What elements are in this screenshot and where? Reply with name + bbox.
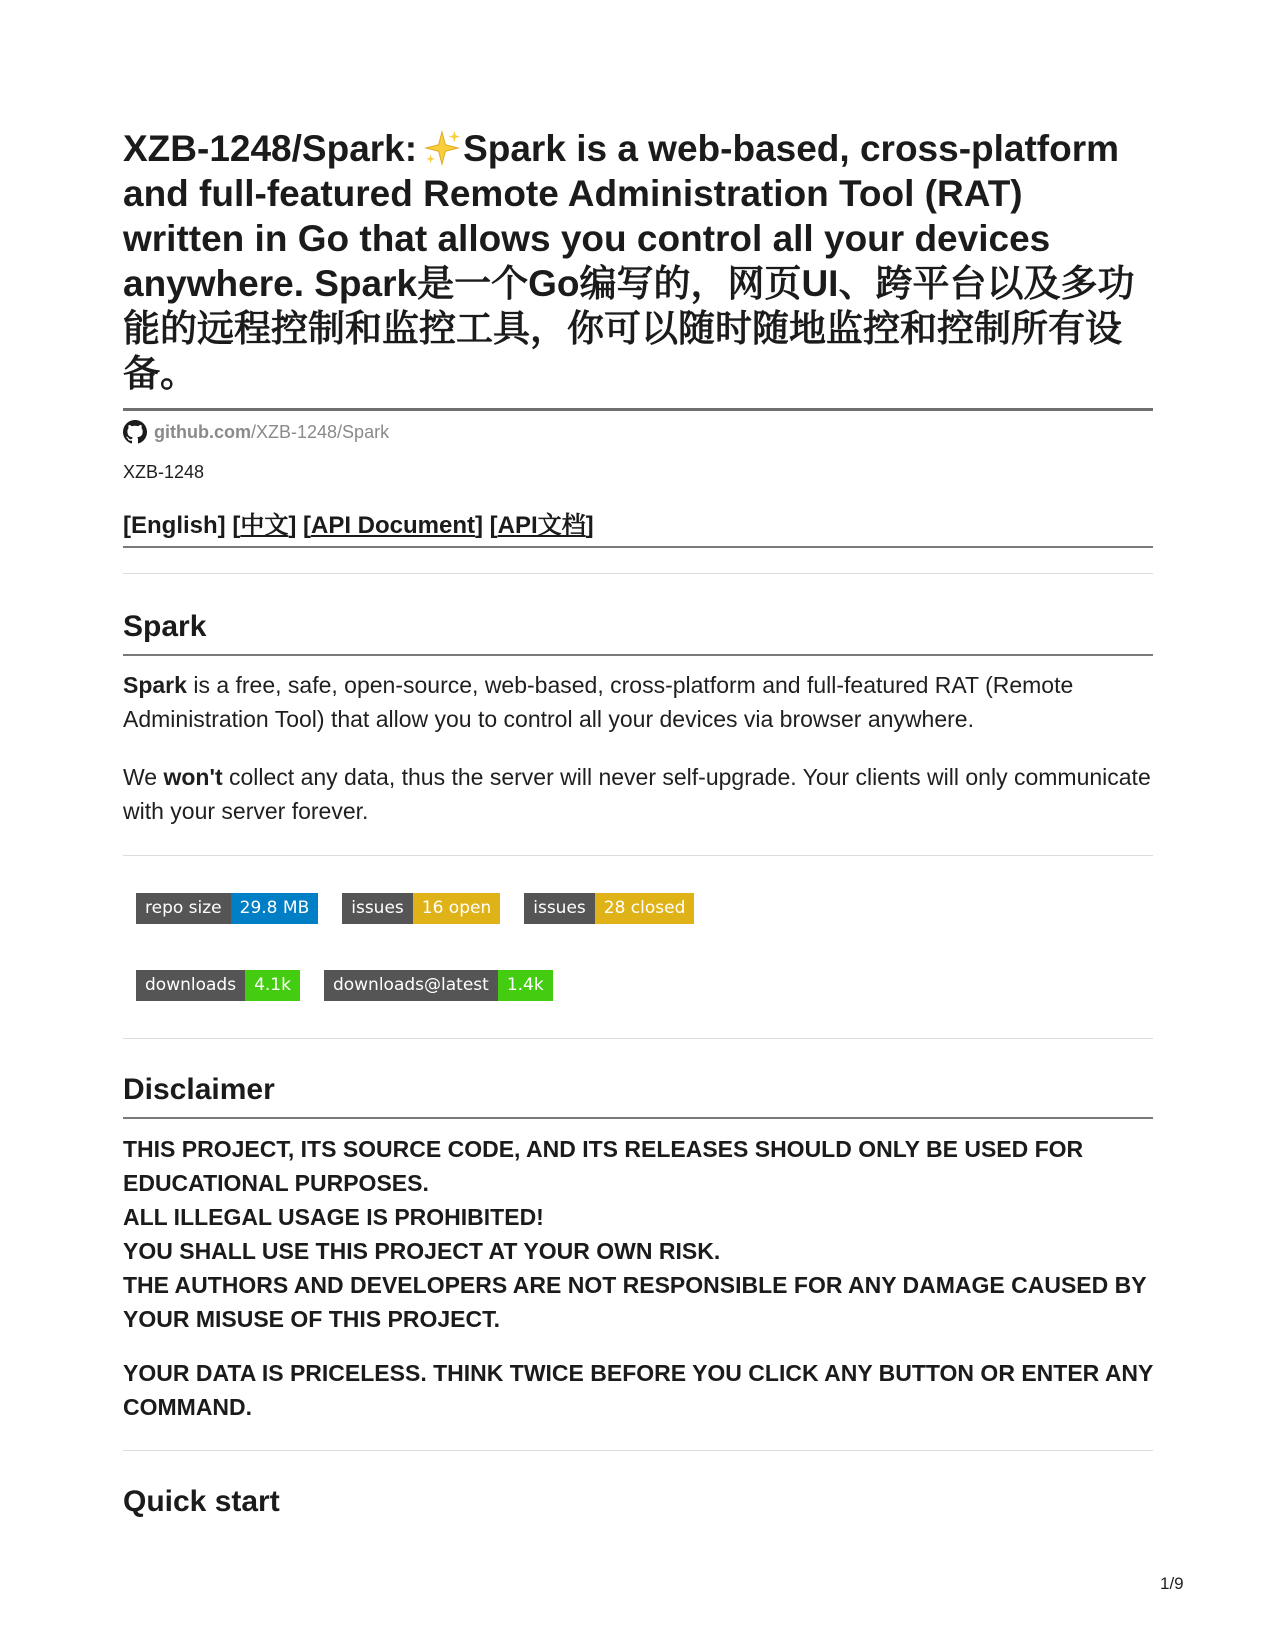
section-divider xyxy=(123,1038,1153,1039)
section-divider xyxy=(123,855,1153,856)
spark-intro-paragraph xyxy=(123,668,1153,736)
disclaimer-body xyxy=(123,1132,1153,1424)
badge-label: issues xyxy=(342,893,413,924)
privacy-paragraph xyxy=(123,760,1153,828)
issues-closed-badge[interactable] xyxy=(524,893,694,924)
disclaimer-line: THE AUTHORS AND DEVELOPERS ARE NOT RESPONSIBLE FOR ANY DAMAGE CAUSED BY YOUR MISUSE OF THIS PROJECT. xyxy=(123,1272,1147,1332)
lang-link-chinese[interactable]: 中文 xyxy=(240,512,289,539)
privacy-bold-term: won't xyxy=(163,764,223,790)
lang-link-english[interactable]: English xyxy=(131,512,218,539)
page-title xyxy=(123,126,1153,411)
github-icon xyxy=(123,420,147,444)
section-divider xyxy=(123,573,1153,574)
disclaimer-heading: Disclaimer xyxy=(123,1073,1153,1119)
downloads-latest-badge[interactable] xyxy=(324,970,553,1001)
disclaimer-line: ALL ILLEGAL USAGE IS PROHIBITED! xyxy=(123,1204,544,1230)
page-number: 1/9 xyxy=(1160,1574,1184,1593)
downloads-badge[interactable] xyxy=(136,970,300,1001)
privacy-text-rest: collect any data, thus the server will never self-upgrade. Your clients will only communicate with your server forever. xyxy=(123,764,1151,824)
lang-link-api-document[interactable]: API Document xyxy=(310,512,475,539)
disclaimer-warning: YOUR DATA IS PRICELESS. THINK TWICE BEFORE YOU CLICK ANY BUTTON OR ENTER ANY COMMAND. xyxy=(123,1360,1153,1420)
badge-value: 28 closed xyxy=(595,893,695,924)
spark-heading: Spark xyxy=(123,610,1153,656)
sparkles-icon xyxy=(423,129,461,167)
title-prefix: XZB-1248/Spark: xyxy=(123,128,418,169)
badge-label: repo size xyxy=(136,893,231,924)
quickstart-heading: Quick start xyxy=(123,1485,280,1518)
badge-label: downloads xyxy=(136,970,245,1001)
language-links: [English] [中文] [API Document] [API文档] xyxy=(123,505,1153,548)
spark-intro-text: is a free, safe, open-source, web-based, cross-platform and full-featured RAT (Remote Administration Tool) that allow you to control all your devices via browser anywhere. xyxy=(123,672,1074,732)
badge-value: 16 open xyxy=(413,893,500,924)
issues-open-badge[interactable] xyxy=(342,893,500,924)
badge-value: 4.1k xyxy=(245,970,300,1001)
badge-label: downloads@latest xyxy=(324,970,498,1001)
disclaimer-line: THIS PROJECT, ITS SOURCE CODE, AND ITS RELEASES SHOULD ONLY BE USED FOR EDUCATIONAL PURPOSES. xyxy=(123,1136,1084,1196)
lang-link-api-document-cn[interactable]: API文档 xyxy=(497,512,586,539)
section-divider xyxy=(123,1450,1153,1451)
badge-label: issues xyxy=(524,893,595,924)
disclaimer-line: YOU SHALL USE THIS PROJECT AT YOUR OWN RISK. xyxy=(123,1238,721,1264)
badges-row xyxy=(136,970,1153,1001)
badge-value: 1.4k xyxy=(498,970,553,1001)
badges-row xyxy=(136,893,1153,924)
source-domain: github.com xyxy=(154,421,251,442)
spark-bold-term: Spark xyxy=(123,672,187,698)
repo-size-badge[interactable] xyxy=(136,893,318,924)
source-path: /XZB-1248/Spark xyxy=(251,421,390,442)
document-page xyxy=(123,126,1153,1529)
source-link[interactable] xyxy=(123,420,1153,444)
privacy-text-pre: We xyxy=(123,764,164,790)
author-name: XZB-1248 xyxy=(123,462,205,482)
badge-value: 29.8 MB xyxy=(231,893,319,924)
title-text: Spark is a web-based, cross-platform and full-featured Remote Administration Tool (RAT) written in Go that allows you control all your devices anywhere. Spark是一个Go编写的，网页UI、跨平台以及多功能的远程控制和监控工具，你可以随时随地监控和控制所有设备。 xyxy=(123,128,1135,394)
